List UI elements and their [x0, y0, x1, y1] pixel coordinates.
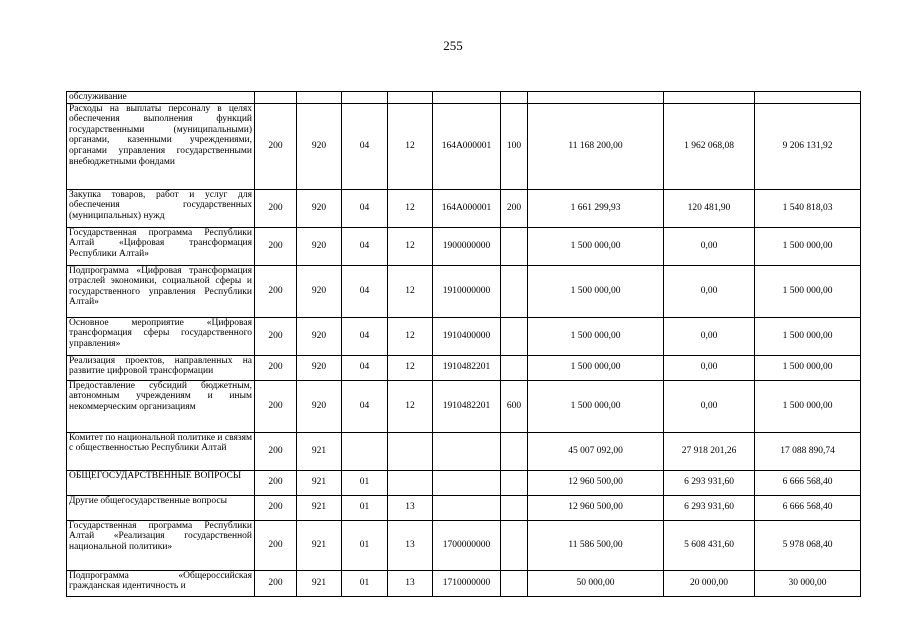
expense-type-code-cell: 600 — [501, 380, 528, 432]
amount-year-3-cell: 1 500 000,00 — [755, 380, 861, 432]
table-row — [67, 470, 861, 495]
target-article-code-cell: 164A000001 — [433, 103, 501, 189]
section-code-cell — [342, 432, 388, 470]
admin-code-cell: 200 — [255, 317, 297, 355]
amount-year-1-cell: 12 960 500,00 — [528, 495, 664, 520]
admin-code-cell: 200 — [255, 265, 297, 317]
item-name-cell: Закупка товаров, работ и услуг для обеспечения государственных (муниципальных) нужд — [67, 189, 255, 227]
amount-year-2-cell: 20 000,00 — [664, 570, 755, 596]
subsection-code-cell: 12 — [388, 265, 433, 317]
subsection-code-cell: 12 — [388, 317, 433, 355]
subsection-code-cell: 12 — [388, 103, 433, 189]
subsection-code-cell: 13 — [388, 495, 433, 520]
item-name-cell: Подпрограмма «Общероссийская гражданская идентичность и — [67, 570, 255, 596]
amount-year-1-cell: 1 500 000,00 — [528, 380, 664, 432]
admin-code-cell: 200 — [255, 570, 297, 596]
admin-code-cell: 200 — [255, 380, 297, 432]
table-row — [67, 520, 861, 570]
table-row — [67, 317, 861, 355]
table-row — [67, 227, 861, 265]
amount-year-2-cell: 0,00 — [664, 227, 755, 265]
section-code-cell: 01 — [342, 470, 388, 495]
section-code-cell: 01 — [342, 570, 388, 596]
table-row — [67, 265, 861, 317]
amount-year-1-cell: 50 000,00 — [528, 570, 664, 596]
admin-code-cell: 200 — [255, 355, 297, 380]
amount-year-2-cell: 0,00 — [664, 355, 755, 380]
amount-year-1-cell: 1 661 299,93 — [528, 189, 664, 227]
table-row — [67, 432, 861, 470]
amount-year-3-cell: 1 500 000,00 — [755, 355, 861, 380]
item-name-cell: ОБЩЕГОСУДАРСТВЕННЫЕ ВОПРОСЫ — [67, 470, 255, 495]
section-code-cell: 04 — [342, 317, 388, 355]
admin-code-cell — [255, 92, 297, 104]
target-article-code-cell: 164A000001 — [433, 189, 501, 227]
table-row — [67, 355, 861, 380]
item-name-cell: Расходы на выплаты персоналу в целях обеспечения выполнения функций государственными (муниципальными) органами, казенными учреждениями, органами управления государственными внебюджетными фондами — [67, 103, 255, 189]
amount-year-1-cell: 1 500 000,00 — [528, 317, 664, 355]
subsection-code-cell: 12 — [388, 355, 433, 380]
expense-type-code-cell — [501, 570, 528, 596]
table-row — [67, 495, 861, 520]
amount-year-2-cell: 0,00 — [664, 265, 755, 317]
amount-year-3-cell — [755, 92, 861, 104]
ministry-code-cell: 921 — [297, 432, 342, 470]
section-code-cell: 04 — [342, 103, 388, 189]
amount-year-3-cell: 9 206 131,92 — [755, 103, 861, 189]
subsection-code-cell — [388, 92, 433, 104]
amount-year-2-cell: 0,00 — [664, 317, 755, 355]
table-row — [67, 189, 861, 227]
amount-year-2-cell: 120 481,90 — [664, 189, 755, 227]
expense-type-code-cell — [501, 520, 528, 570]
table-row — [67, 570, 861, 596]
subsection-code-cell: 12 — [388, 380, 433, 432]
subsection-code-cell — [388, 432, 433, 470]
expense-type-code-cell — [501, 265, 528, 317]
section-code-cell: 04 — [342, 380, 388, 432]
amount-year-2-cell: 5 608 431,60 — [664, 520, 755, 570]
amount-year-3-cell: 1 500 000,00 — [755, 227, 861, 265]
section-code-cell: 01 — [342, 495, 388, 520]
amount-year-3-cell: 6 666 568,40 — [755, 470, 861, 495]
amount-year-3-cell: 6 666 568,40 — [755, 495, 861, 520]
item-name-cell: Комитет по национальной политике и связям с общественностью Республики Алтай — [67, 432, 255, 470]
ministry-code-cell: 921 — [297, 570, 342, 596]
amount-year-2-cell — [664, 92, 755, 104]
amount-year-1-cell: 1 500 000,00 — [528, 355, 664, 380]
target-article-code-cell: 1700000000 — [433, 520, 501, 570]
amount-year-3-cell: 30 000,00 — [755, 570, 861, 596]
ministry-code-cell: 921 — [297, 520, 342, 570]
item-name-cell: Подпрограмма «Цифровая трансформация отраслей экономики, социальной сферы и государственного управления Республики Алтай» — [67, 265, 255, 317]
target-article-code-cell — [433, 495, 501, 520]
ministry-code-cell: 920 — [297, 380, 342, 432]
amount-year-2-cell: 0,00 — [664, 380, 755, 432]
subsection-code-cell: 13 — [388, 570, 433, 596]
ministry-code-cell: 920 — [297, 227, 342, 265]
amount-year-2-cell: 6 293 931,60 — [664, 470, 755, 495]
amount-year-1-cell: 1 500 000,00 — [528, 265, 664, 317]
item-name-cell: Государственная программа Республики Алтай «Реализация государственной национальной политики» — [67, 520, 255, 570]
target-article-code-cell — [433, 432, 501, 470]
admin-code-cell: 200 — [255, 520, 297, 570]
table-row — [67, 92, 861, 104]
amount-year-3-cell: 1 500 000,00 — [755, 265, 861, 317]
expense-type-code-cell — [501, 92, 528, 104]
amount-year-1-cell — [528, 92, 664, 104]
amount-year-1-cell: 11 168 200,00 — [528, 103, 664, 189]
ministry-code-cell: 920 — [297, 355, 342, 380]
amount-year-3-cell: 1 540 818,03 — [755, 189, 861, 227]
admin-code-cell: 200 — [255, 189, 297, 227]
subsection-code-cell: 12 — [388, 227, 433, 265]
amount-year-2-cell: 1 962 068,08 — [664, 103, 755, 189]
target-article-code-cell — [433, 470, 501, 495]
item-name-cell: Предоставление субсидий бюджетным, автономным учреждениям и иным некоммерческим организациям — [67, 380, 255, 432]
item-name-cell: обслуживание — [67, 92, 255, 104]
amount-year-2-cell: 6 293 931,60 — [664, 495, 755, 520]
target-article-code-cell: 1710000000 — [433, 570, 501, 596]
ministry-code-cell: 920 — [297, 103, 342, 189]
ministry-code-cell — [297, 92, 342, 104]
ministry-code-cell: 920 — [297, 265, 342, 317]
table-row — [67, 103, 861, 189]
expense-type-code-cell — [501, 227, 528, 265]
section-code-cell — [342, 92, 388, 104]
subsection-code-cell — [388, 470, 433, 495]
target-article-code-cell: 1910482201 — [433, 355, 501, 380]
expense-type-code-cell — [501, 355, 528, 380]
amount-year-2-cell: 27 918 201,26 — [664, 432, 755, 470]
target-article-code-cell: 1910400000 — [433, 317, 501, 355]
section-code-cell: 01 — [342, 520, 388, 570]
ministry-code-cell: 920 — [297, 189, 342, 227]
target-article-code-cell: 1900000000 — [433, 227, 501, 265]
target-article-code-cell: 1910000000 — [433, 265, 501, 317]
amount-year-3-cell: 5 978 068,40 — [755, 520, 861, 570]
amount-year-3-cell: 17 088 890,74 — [755, 432, 861, 470]
admin-code-cell: 200 — [255, 103, 297, 189]
expense-type-code-cell — [501, 432, 528, 470]
expense-type-code-cell: 100 — [501, 103, 528, 189]
admin-code-cell: 200 — [255, 495, 297, 520]
amount-year-1-cell: 12 960 500,00 — [528, 470, 664, 495]
section-code-cell: 04 — [342, 189, 388, 227]
expense-type-code-cell — [501, 470, 528, 495]
expense-type-code-cell: 200 — [501, 189, 528, 227]
item-name-cell: Другие общегосударственные вопросы — [67, 495, 255, 520]
page-number: 255 — [443, 38, 463, 53]
ministry-code-cell: 921 — [297, 495, 342, 520]
amount-year-3-cell: 1 500 000,00 — [755, 317, 861, 355]
subsection-code-cell: 13 — [388, 520, 433, 570]
section-code-cell: 04 — [342, 355, 388, 380]
amount-year-1-cell: 1 500 000,00 — [528, 227, 664, 265]
section-code-cell: 04 — [342, 227, 388, 265]
expense-type-code-cell — [501, 317, 528, 355]
budget-table — [66, 91, 861, 597]
target-article-code-cell: 1910482201 — [433, 380, 501, 432]
item-name-cell: Основное мероприятие «Цифровая трансформация сферы государственного управления» — [67, 317, 255, 355]
admin-code-cell: 200 — [255, 470, 297, 495]
amount-year-1-cell: 45 007 092,00 — [528, 432, 664, 470]
admin-code-cell: 200 — [255, 432, 297, 470]
expense-type-code-cell — [501, 495, 528, 520]
item-name-cell: Государственная программа Республики Алтай «Цифровая трансформация Республики Алтай» — [67, 227, 255, 265]
table-row — [67, 380, 861, 432]
amount-year-1-cell: 11 586 500,00 — [528, 520, 664, 570]
ministry-code-cell: 921 — [297, 470, 342, 495]
admin-code-cell: 200 — [255, 227, 297, 265]
subsection-code-cell: 12 — [388, 189, 433, 227]
ministry-code-cell: 920 — [297, 317, 342, 355]
item-name-cell: Реализация проектов, направленных на развитие цифровой трансформации — [67, 355, 255, 380]
section-code-cell: 04 — [342, 265, 388, 317]
target-article-code-cell — [433, 92, 501, 104]
